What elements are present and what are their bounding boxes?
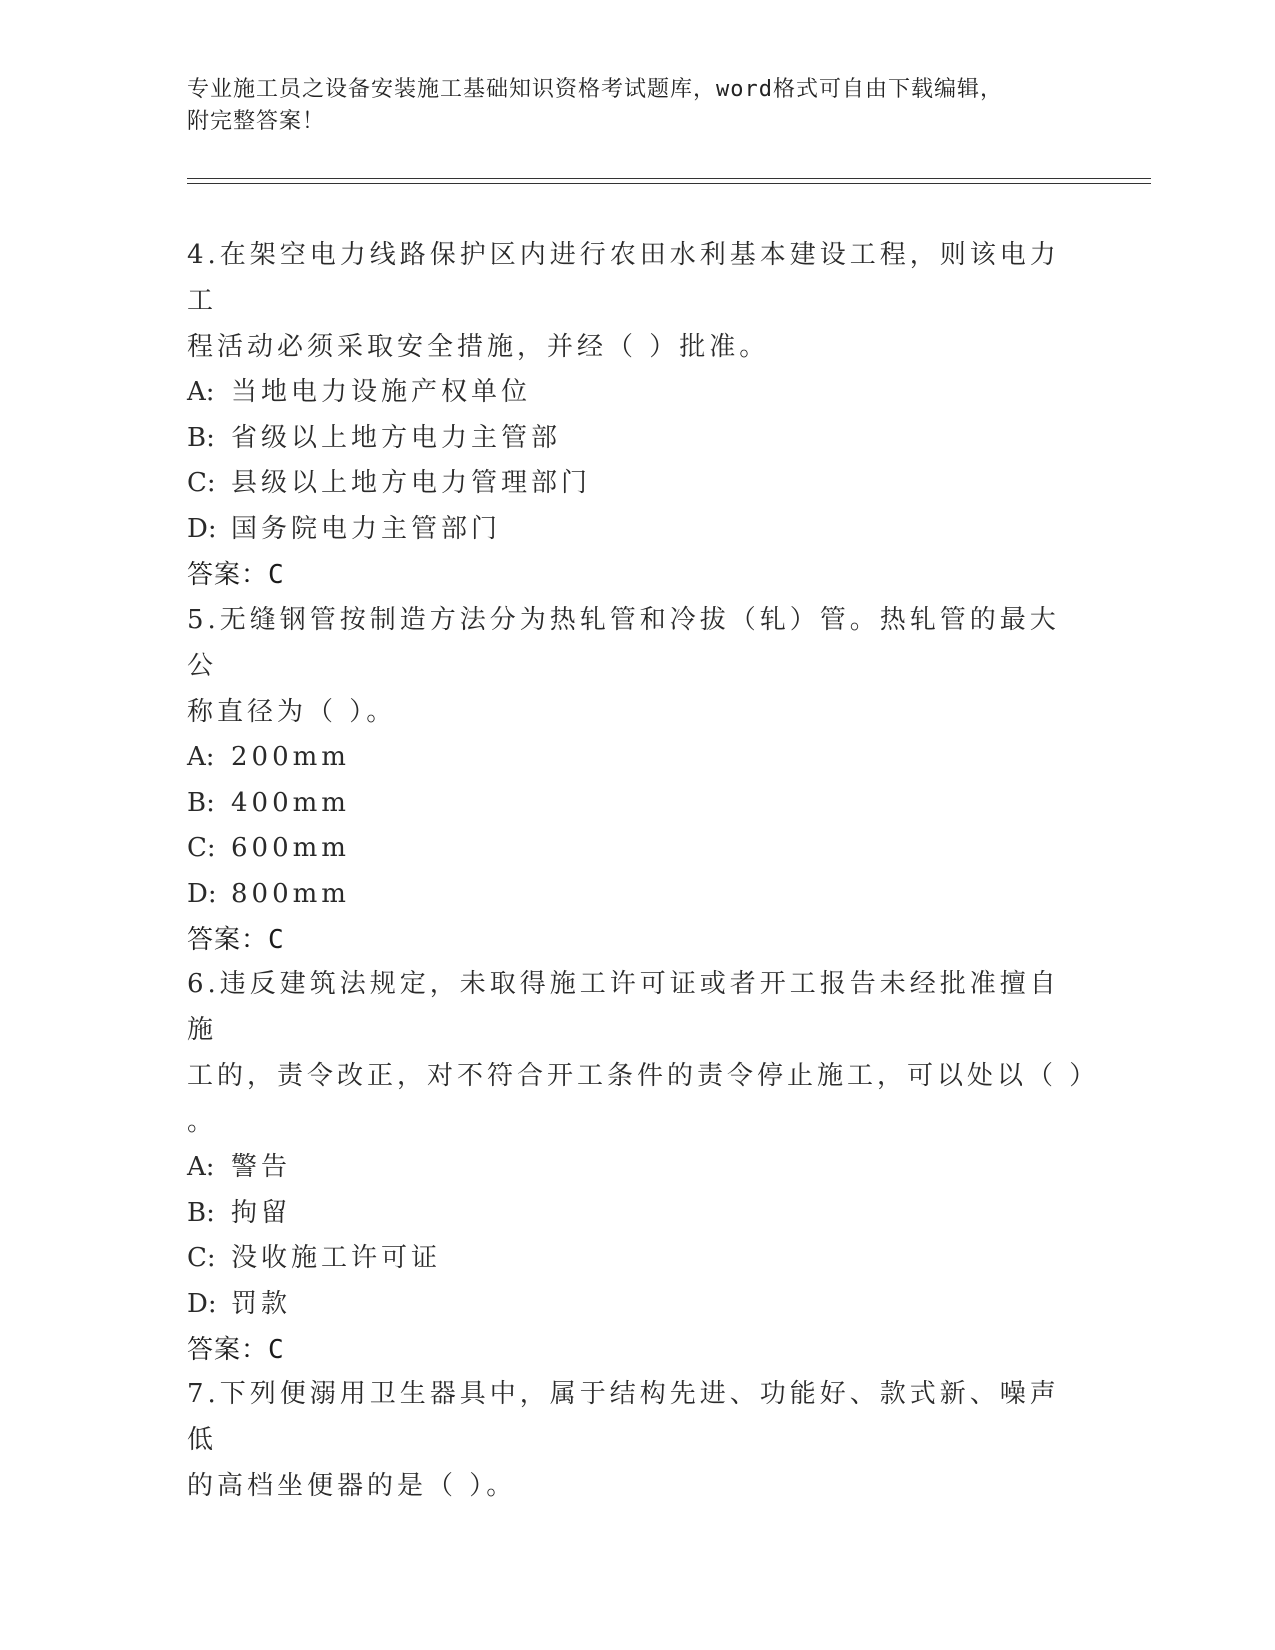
question-5 — [187, 597, 1087, 963]
option-c — [187, 461, 1087, 507]
option-a — [187, 1145, 1087, 1191]
option-b — [187, 1191, 1087, 1237]
question-stem-line: 的高档坐便器的是（ ）。 — [187, 1471, 517, 1501]
answer-line — [187, 1327, 1087, 1373]
answer-value: C — [268, 560, 285, 590]
question-7 — [187, 1371, 1087, 1509]
question-stem-line: 称直径为（ ）。 — [187, 697, 397, 727]
question-stem-line: 程活动必须采取安全措施，并经（ ）批准。 — [187, 332, 770, 362]
option-label: B: — [187, 1197, 215, 1228]
option-label: C: — [187, 1243, 216, 1273]
document-header — [187, 74, 1067, 138]
option-text: 没收施工许可证 — [231, 1243, 442, 1273]
option-text: 县级以上地方电力管理部门 — [231, 468, 592, 498]
answer-label: 答案： — [187, 925, 269, 955]
option-text: 400mm — [231, 787, 350, 818]
question-6 — [187, 961, 1100, 1373]
answer-label: 答案： — [187, 560, 269, 590]
answer-value: C — [268, 1335, 285, 1365]
option-text: 警告 — [231, 1152, 292, 1182]
option-d — [187, 1282, 1087, 1328]
option-c — [187, 1236, 1087, 1282]
answer-value: C — [268, 925, 285, 955]
option-a — [187, 735, 1087, 781]
question-stem-line: 7.下列便溺用卫生器具中，属于结构先进、功能好、款式新、噪声低 — [187, 1379, 1060, 1455]
option-text: 罚款 — [231, 1288, 292, 1319]
option-text: 当地电力设施产权单位 — [231, 377, 532, 407]
option-label: D: — [187, 513, 217, 544]
option-label: A: — [187, 742, 215, 772]
option-c — [187, 826, 1087, 872]
option-a — [187, 370, 1087, 416]
answer-line — [187, 552, 1087, 598]
option-label: B: — [187, 422, 215, 453]
question-stem-line: 5.无缝钢管按制造方法分为热轧管和冷拔（轧）管。热轧管的最大公 — [187, 605, 1060, 681]
option-text: 800mm — [231, 878, 350, 909]
question-4 — [187, 232, 1087, 598]
option-text: 省级以上地方电力主管部 — [231, 422, 562, 453]
option-b — [187, 416, 1087, 462]
question-stem-line: 工的，责令改正，对不符合开工条件的责令停止施工，可以处以（ ） — [187, 1061, 1100, 1091]
option-b — [187, 781, 1087, 827]
option-label: B: — [187, 787, 215, 818]
option-label: C: — [187, 833, 216, 863]
option-text: 200mm — [231, 742, 350, 772]
question-stem-line: 6.违反建筑法规定，未取得施工许可证或者开工报告未经批准擅自施 — [187, 969, 1060, 1045]
option-d — [187, 872, 1087, 918]
option-label: A: — [187, 1152, 215, 1182]
header-divider-top — [187, 178, 1151, 179]
option-label: A: — [187, 377, 215, 407]
answer-line — [187, 917, 1087, 963]
header-line-1: 专业施工员之设备安装施工基础知识资格考试题库，word格式可自由下载编辑， — [187, 77, 1003, 102]
option-text: 拘留 — [231, 1197, 292, 1228]
option-label: D: — [187, 878, 217, 909]
option-label: D: — [187, 1288, 217, 1319]
question-stem-line: 。 — [187, 1107, 218, 1137]
option-text: 国务院电力主管部门 — [231, 513, 502, 544]
option-d — [187, 507, 1087, 553]
answer-label: 答案： — [187, 1335, 269, 1365]
option-text: 600mm — [231, 833, 350, 863]
question-stem-line: 4.在架空电力线路保护区内进行农田水利基本建设工程，则该电力工 — [187, 240, 1060, 316]
header-line-2: 附完整答案！ — [187, 109, 326, 134]
header-divider-bottom — [187, 183, 1151, 184]
option-label: C: — [187, 468, 216, 498]
